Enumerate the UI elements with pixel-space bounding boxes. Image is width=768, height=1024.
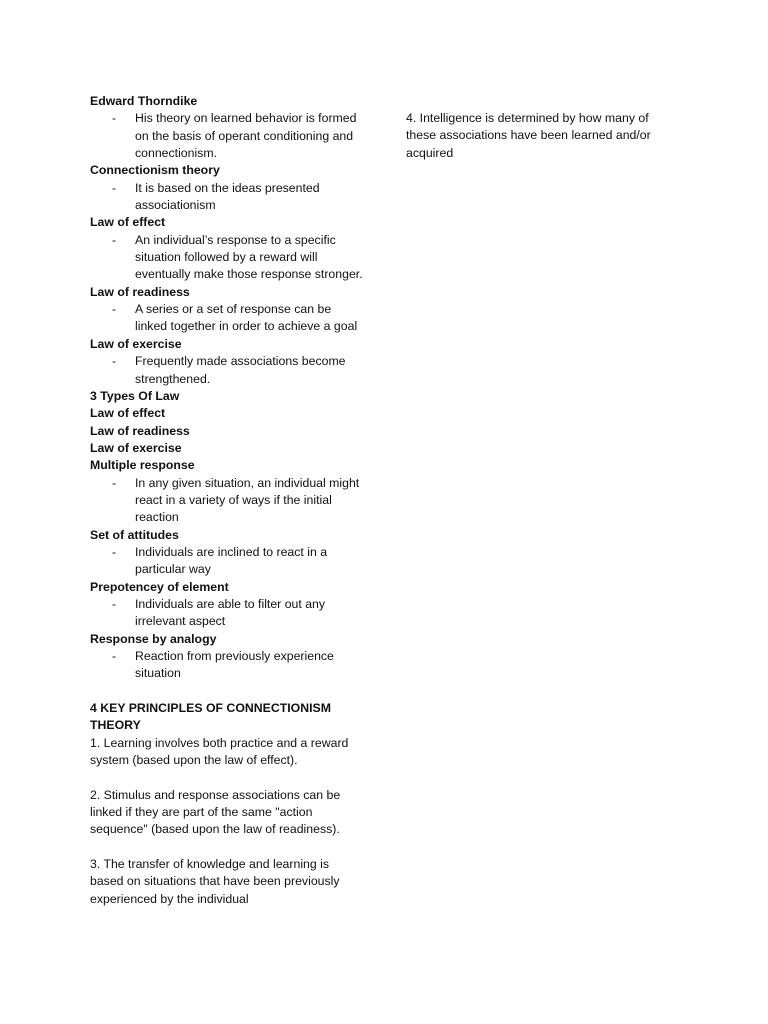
bullet-text: Individuals are inclined to react in a particular way (135, 544, 328, 577)
bullet-dash: - (112, 302, 117, 317)
section-heading: Response by analogy (90, 631, 217, 646)
section-heading: Law of exercise (90, 336, 182, 351)
bullet-dash: - (112, 232, 117, 247)
bullet-text: Frequently made associations become strengthened. (135, 354, 346, 386)
types-list-item: Law of exercise (90, 440, 182, 455)
principle-paragraph: 4. Intelligence is determined by how many of these associations have been learned and/or acquired (406, 111, 651, 160)
types-heading: 3 Types Of Law (90, 388, 180, 403)
types-list-item: Law of readiness (90, 423, 190, 438)
bullet-text: Reaction from previously experience situation (135, 649, 334, 681)
bullet-item (90, 544, 365, 579)
spacer (90, 683, 365, 700)
principles-heading: 4 KEY PRINCIPLES OF CONNECTIONISM THEORY (90, 701, 331, 733)
principle-paragraph: 1. Learning involves both practice and a reward system (based upon the law of effect). (90, 735, 349, 768)
bullet-dash: - (112, 596, 117, 611)
bullet-item (90, 180, 365, 215)
bullet-dash: - (112, 475, 117, 490)
bullet-text: An individual’s response to a specific situation followed by a reward will eventually make those response stronger. (135, 232, 363, 282)
bullet-text: In any given situation, an individual might react in a variety of ways if the initial reaction (135, 475, 360, 525)
bullet-dash: - (112, 544, 117, 559)
section-heading: Law of readiness (90, 284, 190, 299)
bullet-item (90, 232, 365, 284)
bullet-dash: - (112, 111, 117, 126)
right-column (406, 110, 676, 162)
bullet-item (90, 475, 365, 527)
types-list-item: Law of effect (90, 406, 166, 421)
bullet-item (90, 353, 365, 388)
bullet-text: A series or a set of response can be linked together in order to achieve a goal (135, 302, 358, 334)
bullet-dash: - (112, 354, 117, 369)
bullet-text: Individuals are able to filter out any irrelevant aspect (135, 596, 326, 629)
section-heading: Multiple response (90, 458, 195, 473)
bullet-dash: - (112, 180, 117, 195)
section-heading: Law of effect (90, 215, 166, 230)
bullet-item (90, 110, 365, 162)
section-heading: Edward Thorndike (90, 94, 198, 108)
bullet-item (90, 301, 365, 336)
bullet-item (90, 596, 365, 631)
bullet-dash: - (112, 649, 117, 663)
spacer (90, 769, 365, 786)
bullet-text: It is based on the ideas presented associationism (135, 180, 320, 213)
section-heading: Connectionism theory (90, 163, 220, 178)
section-heading: Prepotencey of element (90, 579, 229, 594)
section-heading: Set of attitudes (90, 527, 179, 542)
bullet-text: His theory on learned behavior is formed on the basis of operant conditioning and connectionism. (135, 111, 357, 161)
left-column (90, 93, 365, 908)
principle-paragraph: 3. The transfer of knowledge and learning is based on situations that have been previously experienced by the individual (90, 857, 340, 906)
spacer (90, 839, 365, 856)
principle-paragraph: 2. Stimulus and response associations can be linked if they are part of the same "action sequence" (based upon the law of readiness). (90, 787, 341, 837)
bullet-item (90, 648, 365, 683)
